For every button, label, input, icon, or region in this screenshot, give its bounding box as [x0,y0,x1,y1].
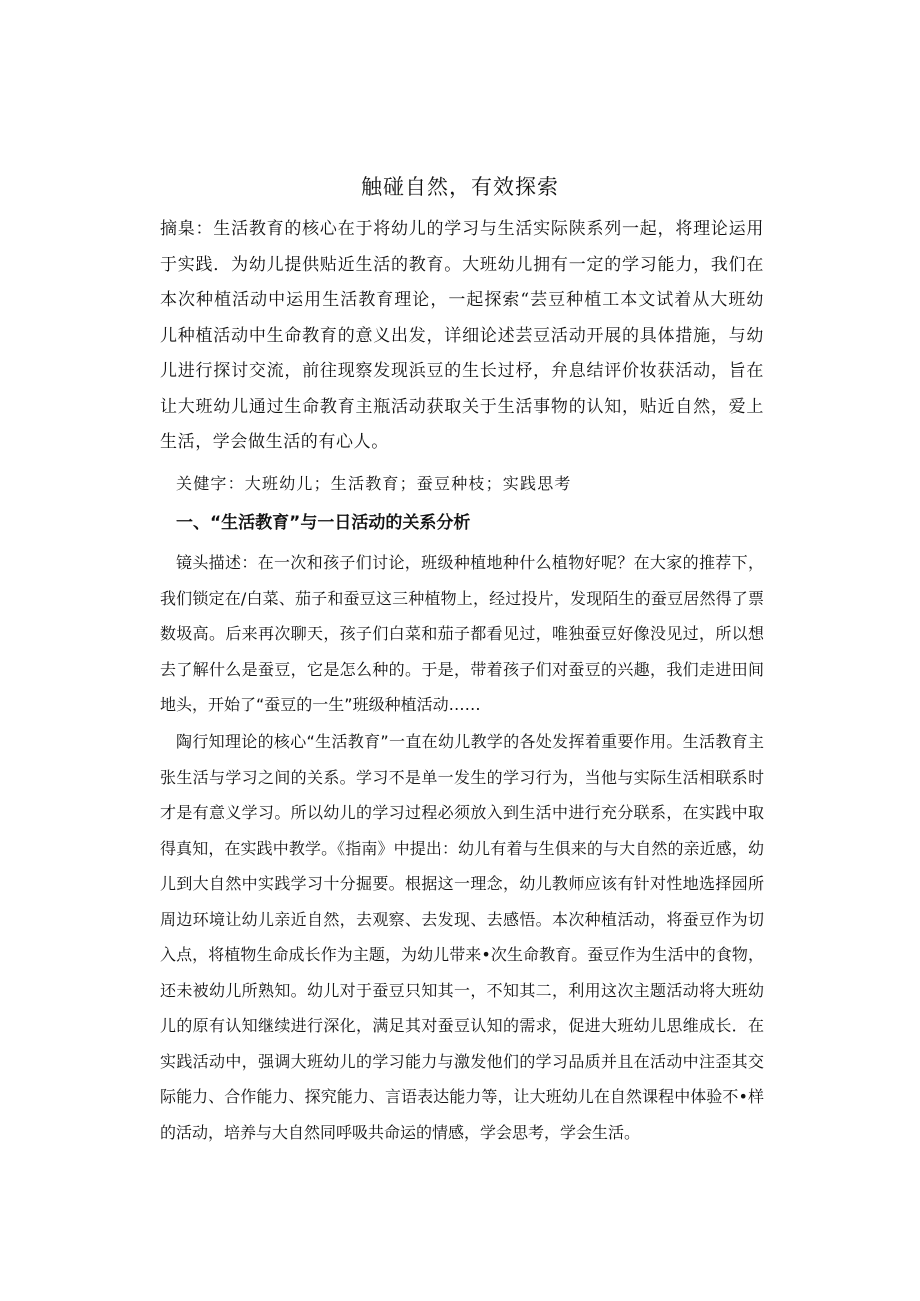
document-title: 触碰自然，有效探索 [361,175,559,199]
keywords-line: 关健字：大班幼儿；生活教育；蚕豆种枝；实践思考 [176,474,572,493]
body-paragraph-1: 镜头描述：在一次和孩子们讨论，班级种植地种什么植物好呢？在大家的推荐下，我们锁定在/白菜、茄子和蚕豆这三种植物上，经过投片，发现陌生的蚕豆居然得了票数圾高。后来再次聊天，孩子们白菜和茄子都看见过，唯独蚕豆好像没见过，所以想去了解什么是蚕豆，它是怎么种的。于是，带着孩子们对蚕豆的兴趣，我们走进田间地头，开始了“蚕豆的一生”班级种植活动…… [160,553,764,714]
abstract-paragraph: 摘臬：生活教育的核心在于将幼儿的学习与生活实际陕系列一起，将理论运用于实践．为幼儿提供贴近生活的教育。大班幼儿拥有一定的学习能力，我们在本次种植活动中运用生活教育理论，一起探索“芸豆种植工本文试着从大班幼儿种植活动中生命教育的意义出发，详细论述芸豆活动开展的具体措施，与幼儿进行探讨交流，前往现察发现浜豆的生长过杼，弁息结评价妆获活动，旨在让大班幼儿通过生命教育主瓶活动获取关于生活事物的认知，贴近自然，爱上生活，学会做生活的有心人。 [160,219,764,452]
section-heading: 一、“生活教育”与一日活动的关系分析 [176,513,471,533]
body-paragraph-2: 陶行知理论的核心“生活教育”一直在幼儿教学的各处发挥着重要作用。生活教育主张生活与学习之间的关系。学习不是单一发生的学习行为，当他与实际生活相联系时才是有意义学习。所以幼儿的学习过程必须放入到生活中进行充分联系，在实践中取得真知，在实践中教学。《指南》中提出：幼儿有着与生俱来的与大自然的亲近感，幼儿到大自然中实践学习十分掘要。根据这一理念，幼儿教师应该有针对性地选择园所周边环境让幼儿亲近自然，去观察、去发现、去感悟。本次种植活动，将蚕豆作为切入点，将植物生命成长作为主题，为幼儿带来•次生命教育。蚕豆作为生活中的食物，还未被幼儿所熟知。幼儿对于蚕豆只知其一，不知其二，利用这次主题活动将大班幼儿的原有认知继续进行深化，满足其对蚕豆认知的需求，促进大班幼儿思维成长．在实践活动中，强调大班幼儿的学习能力与激发他们的学习品质并且在活动中注歪其交际能力、合作能力、探究能力、言语表达能力等，让大班幼儿在自然课程中体验不•样的活动，培养与大自然同呼吸共命运的情感，学会思考，学会生活。 [160,732,764,1142]
